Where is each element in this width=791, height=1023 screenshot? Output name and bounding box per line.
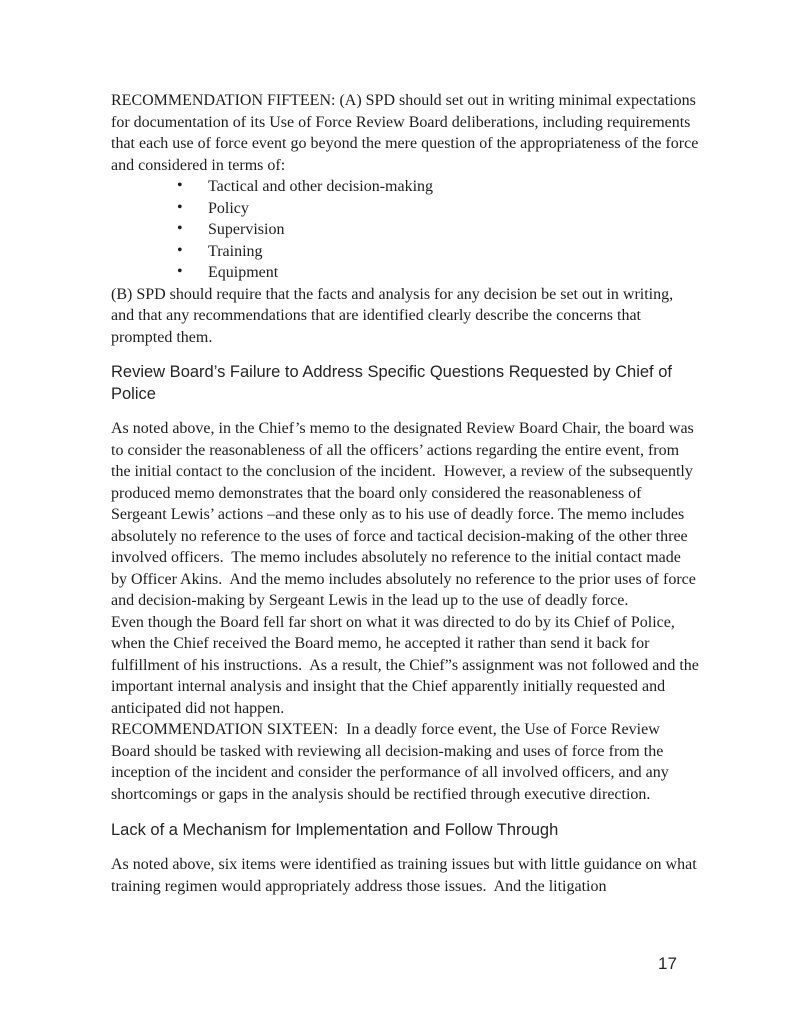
section-heading-lack-of-mechanism: Lack of a Mechanism for Implementation and Follow Through <box>111 821 559 839</box>
bullet-item <box>177 262 699 284</box>
document-content <box>111 90 703 897</box>
bullet-icon: • <box>177 241 183 259</box>
recommendation-fifteen-block <box>111 90 703 348</box>
bullet-item-label: Equipment <box>208 264 279 281</box>
bullet-icon: • <box>177 198 183 216</box>
bullet-icon: • <box>177 177 183 194</box>
recommendation-sixteen: RECOMMENDATION SIXTEEN: In a deadly force event, the Use of Force Review Board should be tasked with reviewing all decision-making and uses of force from the inception of the incident and consider the performance of all involved officers, and any shortcomings or gaps in the analysis should be rectified through executive direction. <box>111 721 673 803</box>
paragraph-chiefs-memo: As noted above, in the Chief’s memo to the designated Review Board Chair, the board was to consider the reasonableness of all the officers’ actions regarding the entire event, from the initial contact to the conclusion of the incident. However, a review of the subsequently produced memo demonstrates that the board only considered the reasonableness of Sergeant Lewis’ actions –and these only as to his use of deadly force. The memo includes absolutely no reference to the uses of force and tactical decision-making of the other three involved officers. The memo includes absolutely no reference to the initial contact made by Officer Akins. And the memo includes absolutely no reference to the prior uses of force and decision-making by Sergeant Lewis in the lead up to the use of deadly force. <box>111 420 700 609</box>
rec15-bullet-list <box>111 176 699 284</box>
bullet-icon: • <box>177 263 183 280</box>
bullet-item <box>177 219 699 241</box>
bullet-item-label: Training <box>208 242 263 260</box>
bullet-item <box>177 241 699 263</box>
recommendation-fifteen-part-b: (B) SPD should require that the facts and analysis for any decision be set out in writing, and that any recommendations that are identified clearly describe the concerns that prompted them. <box>111 285 678 346</box>
section-heading-review-board-failure: Review Board’s Failure to Address Specific Questions Requested by Chief of Police <box>111 363 672 403</box>
bullet-item <box>177 198 699 220</box>
page-number: 17 <box>658 954 677 973</box>
paragraph-board-fell-short: Even though the Board fell far short on what it was directed to do by its Chief of Police, when the Chief received the Board memo, he accepted it rather than send it back for fulfillment of his instructions. As a result, the Chief”s assignment was not followed and the important internal analysis and insight that the Chief apparently initially requested and anticipated did not happen. <box>111 613 703 717</box>
bullet-item-label: Policy <box>208 199 249 217</box>
recommendation-fifteen-intro: RECOMMENDATION FIFTEEN: (A) SPD should set out in writing minimal expectations for documentation of its Use of Force Review Board deliberations, including requirements that each use of force event go beyond the mere question of the appropriateness of the force and considered in terms of: <box>111 92 703 174</box>
bullet-item <box>177 176 699 198</box>
paragraph-six-items: As noted above, six items were identified as training issues but with little guidance on what training regimen would appropriately address those issues. And the litigation <box>111 856 701 895</box>
bullet-icon: • <box>177 220 183 237</box>
bullet-item-label: Supervision <box>208 221 285 238</box>
bullet-item-label: Tactical and other decision-making <box>208 178 434 195</box>
